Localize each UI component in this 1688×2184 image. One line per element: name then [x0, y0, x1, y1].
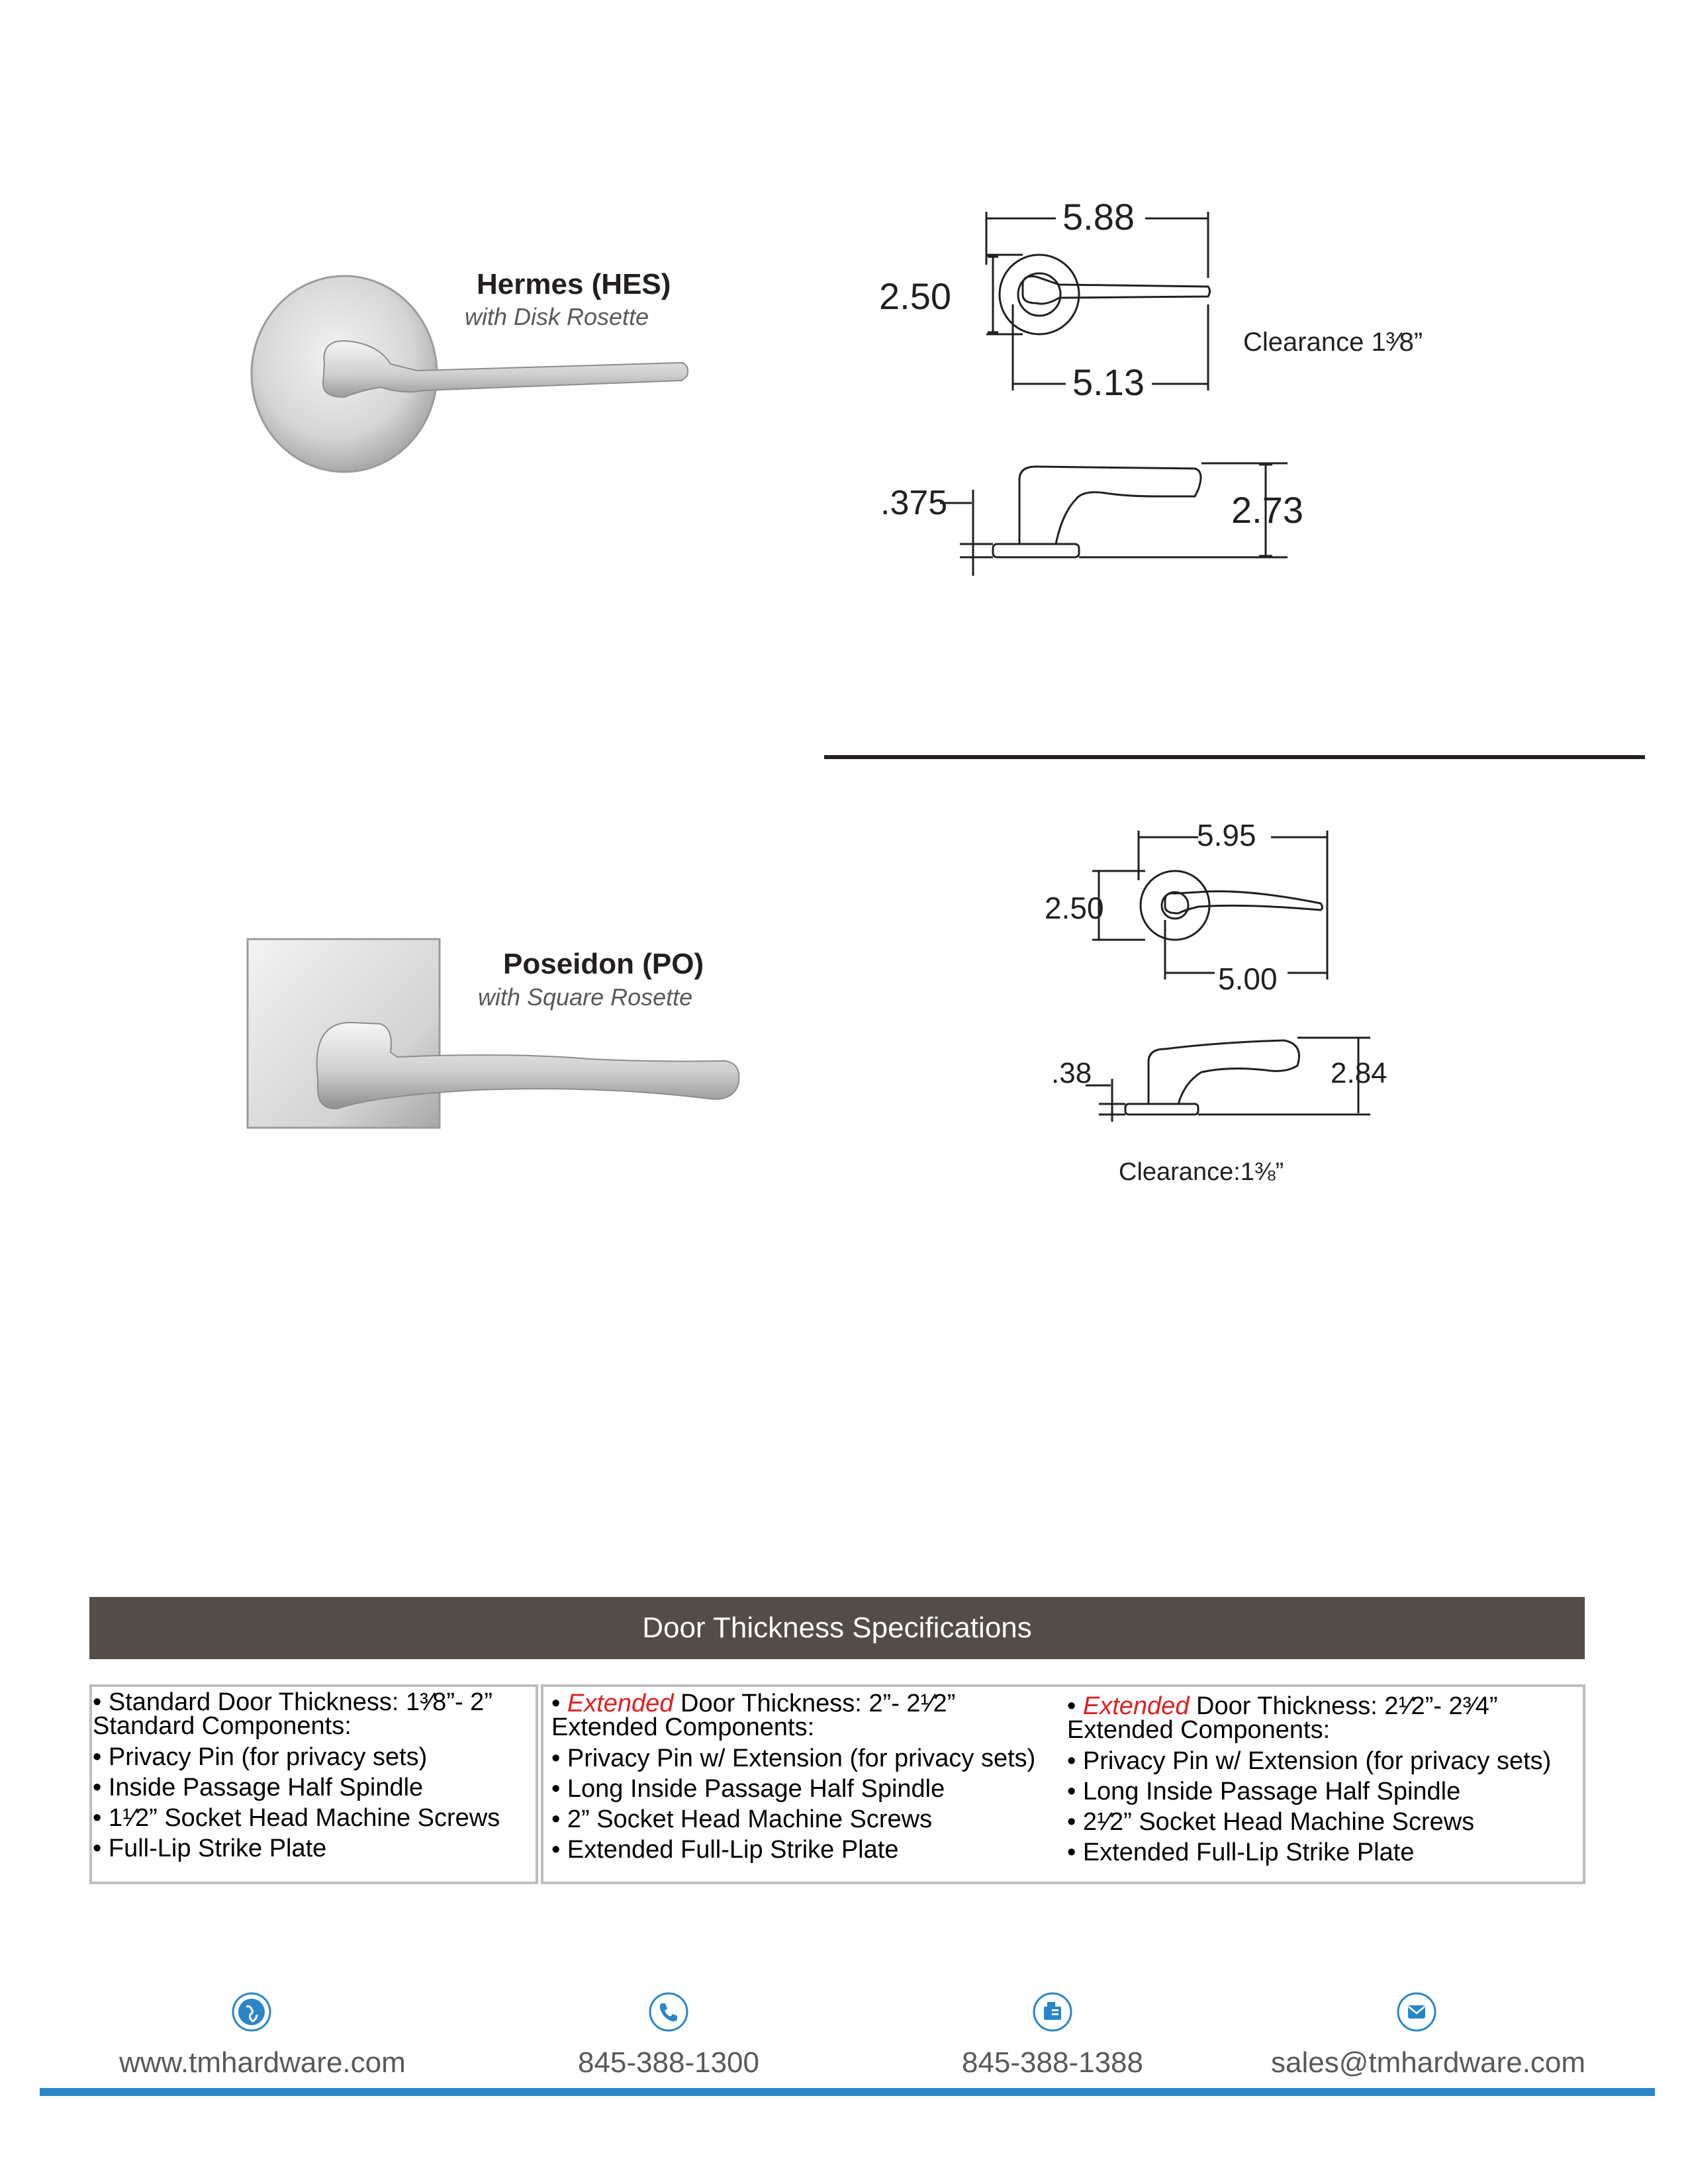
footer-fax[interactable]: [920, 1992, 1185, 2079]
extended-2-item: • Extended Full-Lip Strike Plate: [1067, 1839, 1415, 1866]
standard-item: • 1¹⁄2” Socket Head Machine Screws: [93, 1804, 500, 1832]
standard-item: • Full-Lip Strike Plate: [93, 1835, 327, 1862]
door-thickness-header: Door Thickness Specifications: [89, 1597, 1585, 1659]
standard-spec-column: [93, 1688, 500, 1864]
poseidon-dim-lever: 5.00: [1218, 962, 1278, 996]
extended-1-item: • Extended Full-Lip Strike Plate: [551, 1836, 899, 1864]
hermes-title: Hermes (HES): [477, 268, 671, 300]
poseidon-subtitle: with Square Rosette: [478, 983, 693, 1011]
extended-2-item: • Long Inside Passage Half Spindle: [1067, 1778, 1461, 1805]
phone-number[interactable]: 845-388-1300: [577, 2046, 759, 2079]
extended-2-item: • Privacy Pin w/ Extension (for privacy sets): [1067, 1747, 1552, 1775]
standard-item: • Privacy Pin (for privacy sets): [93, 1743, 428, 1771]
poseidon-dim-projection: 2.84: [1331, 1057, 1387, 1089]
bullet: •: [551, 1690, 561, 1717]
website-link[interactable]: www.tmhardware.com: [119, 2046, 406, 2079]
standard-title: • Standard Door Thickness: 1³⁄8”- 2”: [93, 1688, 492, 1716]
hermes-dim-lever: 5.13: [1072, 361, 1145, 403]
hermes-dim-projection: 2.73: [1231, 489, 1303, 531]
section-divider: [824, 755, 1645, 759]
hermes-subtitle: with Disk Rosette: [465, 303, 649, 330]
poseidon-dim-rose-thickness: .38: [1051, 1057, 1092, 1089]
extended-2-extended-word: Extended: [1082, 1692, 1190, 1720]
poseidon-dim-width: 5.95: [1197, 818, 1256, 852]
fax-icon: [1033, 1992, 1072, 2032]
mail-icon: [1397, 1992, 1436, 2032]
email-link[interactable]: sales@tmhardware.com: [1271, 2046, 1586, 2079]
footer-email[interactable]: [1271, 1992, 1586, 2079]
standard-item: • Inside Passage Half Spindle: [93, 1774, 424, 1801]
extended-2-item: • 2¹⁄2” Socket Head Machine Screws: [1067, 1808, 1475, 1836]
extended-1-title-rest: Door Thickness: 2”- 2¹⁄2”: [680, 1690, 956, 1717]
extended-1-extended-word: Extended: [567, 1690, 674, 1717]
extended-spec-column-2: [1067, 1692, 1552, 1868]
extended-1-title: [551, 1690, 1035, 1717]
extended-2-title: [1067, 1692, 1551, 1720]
hermes-dim-rose: 2.50: [879, 275, 951, 317]
poseidon-clearance: Clearance:1⅜”: [1119, 1158, 1284, 1186]
globe-icon: [232, 1992, 271, 2032]
hermes-dim-width: 5.88: [1062, 196, 1135, 238]
footer-website[interactable]: [119, 1992, 406, 2079]
standard-components-label: Standard Components:: [93, 1712, 352, 1740]
extended-1-item: • Long Inside Passage Half Spindle: [551, 1775, 945, 1803]
extended-2-components-label: Extended Components:: [1067, 1716, 1331, 1744]
footer-phone[interactable]: [536, 1992, 801, 2079]
extended-2-title-rest: Door Thickness: 2¹⁄2”- 2³⁄4”: [1196, 1692, 1498, 1720]
extended-1-components-label: Extended Components:: [551, 1713, 815, 1741]
extended-spec-column-1: [551, 1690, 1036, 1865]
bullet: •: [1067, 1692, 1076, 1720]
phone-icon: [649, 1992, 688, 2032]
fax-number[interactable]: 845-388-1388: [961, 2046, 1143, 2079]
poseidon-title: Poseidon (PO): [503, 948, 704, 980]
extended-1-item: • Privacy Pin w/ Extension (for privacy sets): [551, 1745, 1036, 1772]
hermes-clearance: Clearance 1³⁄8”: [1243, 328, 1423, 357]
hermes-dim-rose-thickness: .375: [880, 484, 948, 522]
footer-rule: [40, 2088, 1655, 2096]
poseidon-dim-rose: 2.50: [1045, 891, 1104, 925]
extended-1-item: • 2” Socket Head Machine Screws: [551, 1805, 933, 1833]
